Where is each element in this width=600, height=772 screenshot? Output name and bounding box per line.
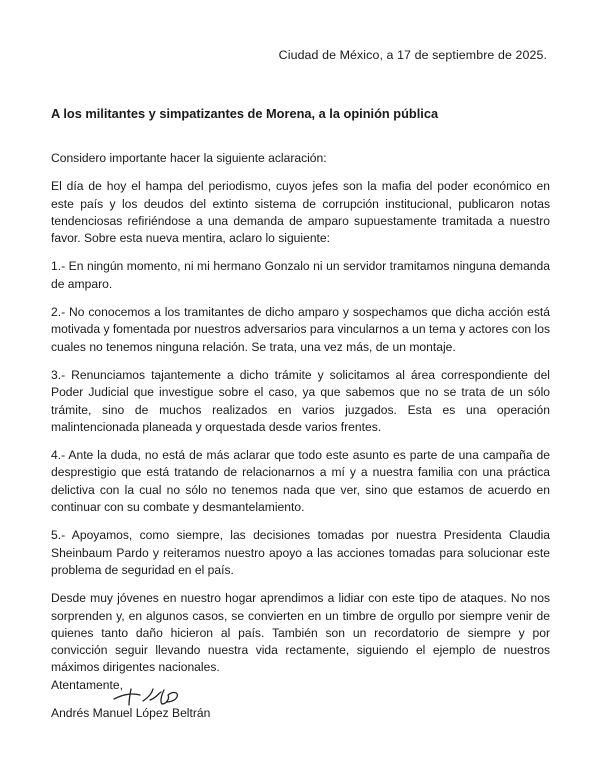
letter-heading: A los militantes y simpatizantes de Morena, a la opinión pública	[51, 106, 439, 121]
paragraph-point-3: 3.- Renunciamos tajantemente a dicho trámite y solicitamos al área correspondiente del Poder Judicial que investigue sobre el caso, ya que sabemos que no se trata de un sólo trámite, sino de muchos realizados en varios juzgados. Esta es una operación malintencionada planeada y orquestada desde varios frentes.	[51, 367, 550, 434]
paragraph-point-2: 2.- No conocemos a los tramitantes de dicho amparo y sospechamos que dicha acción está motivada y fomentada por nuestros adversarios para vincularnos a un tema y actores con los cuales no tenemos ninguna relación. Se trata, una vez más, de un montaje.	[51, 305, 550, 354]
paragraph-point-1: 1.- En ningún momento, ni mi hermano Gonzalo ni un servidor tramitamos ninguna demanda de amparo.	[51, 259, 550, 291]
letter-body	[51, 150, 550, 677]
paragraph-context: El día de hoy el hampa del periodismo, cuyos jefes son la mafia del poder económico en este país y los deudos del extinto sistema de corrupción institucional, publicaron notas tendenciosas refiriéndose a una demanda de amparo supuestamente tramitada a nuestro favor. Sobre esta nueva mentira, aclaro lo siguiente:	[51, 179, 550, 246]
paragraph-conclusion: Desde muy jóvenes en nuestro hogar aprendimos a lidiar con este tipo de ataques. No nos sorprenden y, en algunos casos, se convierten en un timbre de orgullo por siempre venir de quienes tanto daño hicieron al país. También son un recordatorio de siempre y por convicción seguir llevando nuestra vida rectamente, siguiendo el ejemplo de nuestros máximos dirigentes nacionales.	[51, 591, 550, 675]
signer-name: Andrés Manuel López Beltrán	[51, 706, 211, 720]
closing-salutation: Atentamente,	[51, 678, 123, 692]
paragraph-intro: Considero importante hacer la siguiente aclaración:	[51, 151, 327, 165]
paragraph-point-4: 4.- Ante la duda, no está de más aclarar que todo este asunto es parte de una campaña de desprestigio que está tratando de relacionarnos a mí y a nuestra familia con una práctica delictiva con la cual no sólo no tenemos nada que ver, sino que estamos de acuerdo en continuar con su combate y desmantelamiento.	[51, 448, 550, 515]
letter-date: Ciudad de México, a 17 de septiembre de 2025.	[278, 48, 547, 62]
paragraph-point-5: 5.- Apoyamos, como siempre, las decisiones tomadas por nuestra Presidenta Claudia Sheinbaum Pardo y reiteramos nuestro apoyo a las acciones tomadas para solucionar este problema de seguridad en el país.	[51, 528, 550, 577]
